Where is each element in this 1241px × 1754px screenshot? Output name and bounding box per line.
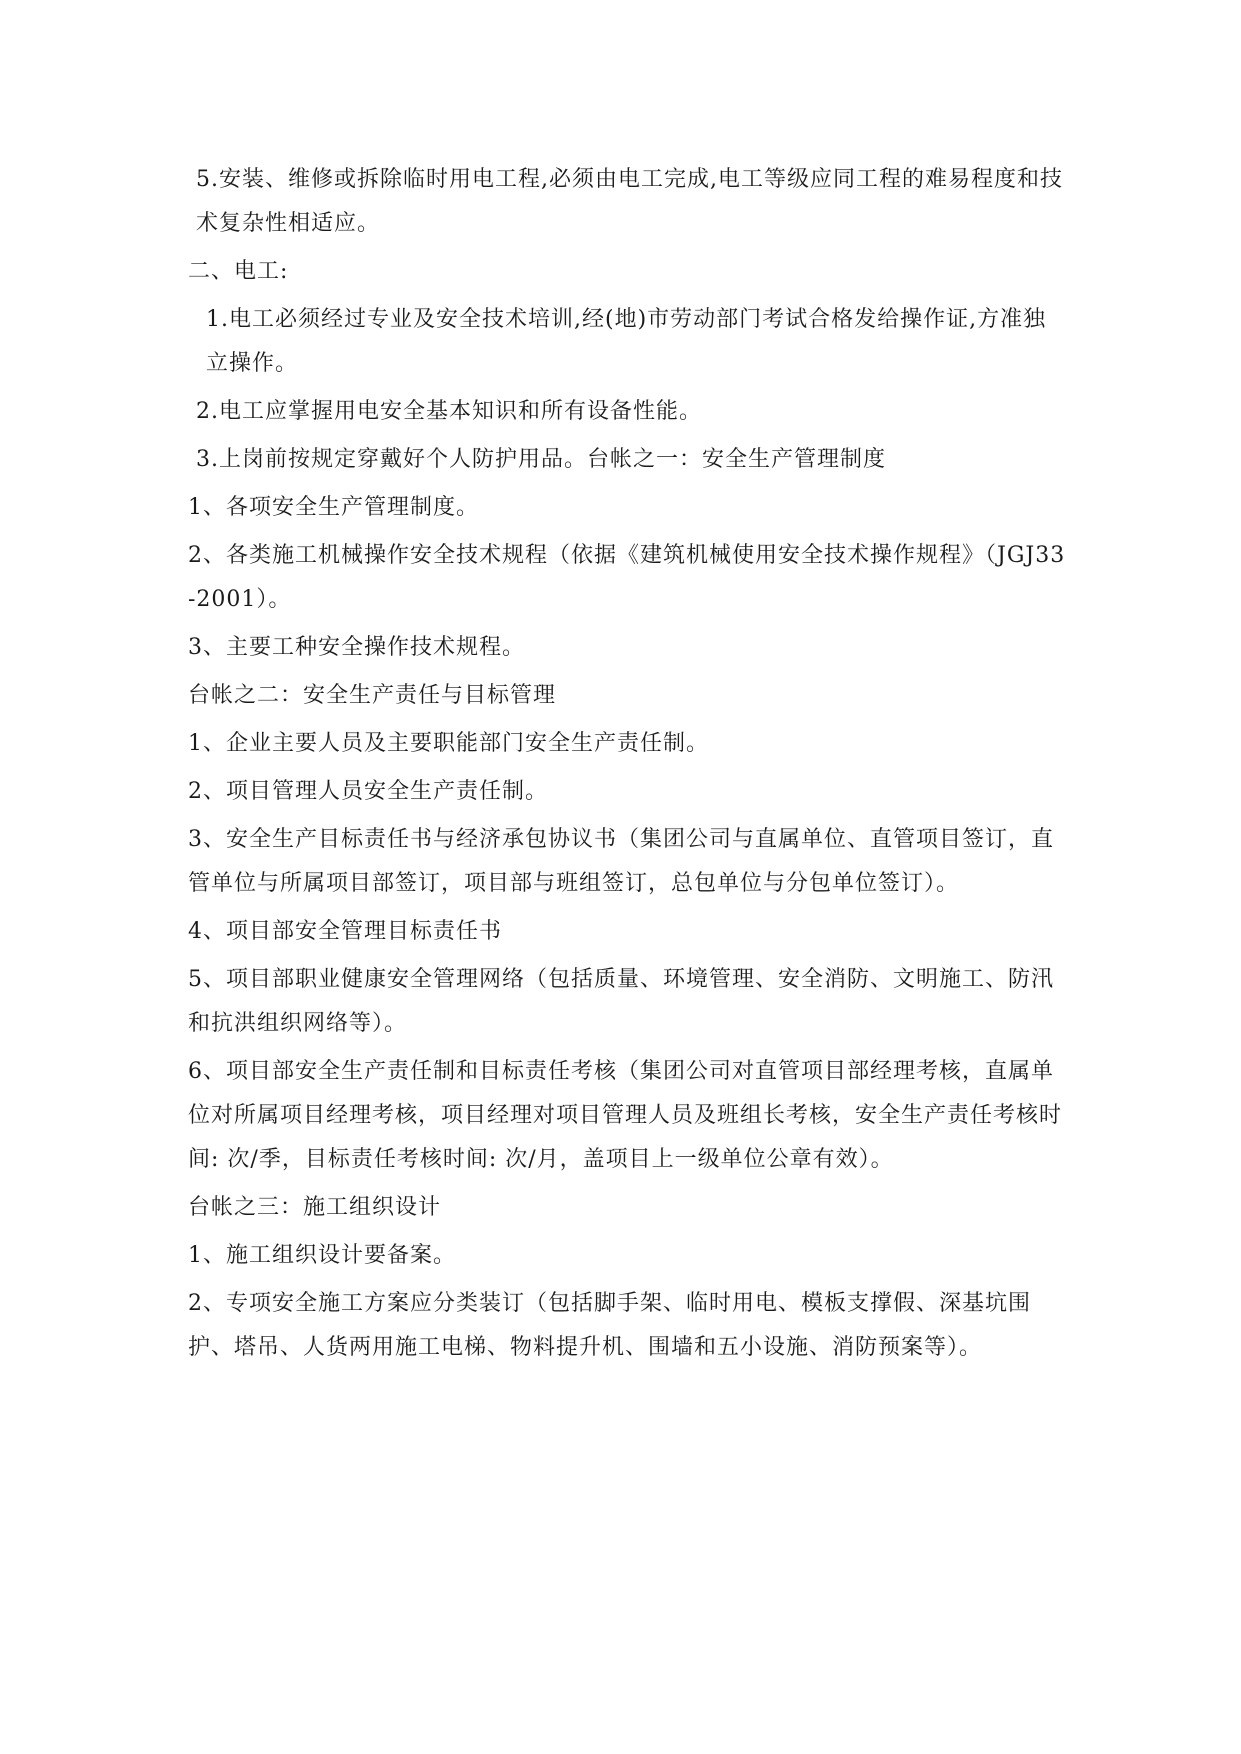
section-heading-ledger-3: 台帐之三：施工组织设计 bbox=[188, 1195, 442, 1220]
paragraph-ledger2-item-4: 4、项目部安全管理目标责任书 bbox=[188, 919, 502, 944]
paragraph-ledger2-item-6: 6、项目部安全生产责任制和目标责任考核（集团公司对直管项目部经理考核，直属单位对所属项目经理考核，项目经理对项目管理人员及班组长考核，安全生产责任考核时间: 次/季，目标责任考核时间: 次/月，盖项目上一级单位公章有效）。 bbox=[188, 1059, 1063, 1172]
paragraph-electrician-item-2: 2.电工应掌握用电安全基本知识和所有设备性能。 bbox=[196, 399, 702, 424]
section-heading-ledger-2: 台帐之二：安全生产责任与目标管理 bbox=[188, 683, 557, 708]
paragraph-ledger2-item-3: 3、安全生产目标责任书与经济承包协议书（集团公司与直属单位、直管项目签订，直管单位与所属项目部签订，项目部与班组签订，总包单位与分包单位签订）。 bbox=[188, 827, 1054, 896]
paragraph-electrical-work-item-5: 5.安装、维修或拆除临时用电工程,必须由电工完成,电工等级应同工程的难易程度和技术复杂性相适应。 bbox=[196, 167, 1063, 236]
paragraph-electrician-item-1: 1.电工必须经过专业及安全技术培训,经(地)市劳动部门考试合格发给操作证,方准独立操作。 bbox=[206, 307, 1047, 376]
paragraph-electrician-item-3: 3.上岗前按规定穿戴好个人防护用品。台帐之一：安全生产管理制度 bbox=[196, 447, 886, 472]
document-body bbox=[188, 158, 1068, 1374]
paragraph-ledger3-item-1: 1、施工组织设计要备案。 bbox=[188, 1243, 456, 1268]
paragraph-ledger2-item-1: 1、企业主要人员及主要职能部门安全生产责任制。 bbox=[188, 731, 709, 756]
paragraph-ledger2-item-2: 2、项目管理人员安全生产责任制。 bbox=[188, 779, 548, 804]
section-heading-electrician: 二、电工: bbox=[188, 259, 289, 284]
paragraph-ledger1-item-2: 2、各类施工机械操作安全技术规程（依据《建筑机械使用安全技术操作规程》（JGJ33-2001）。 bbox=[188, 543, 1066, 612]
paragraph-ledger1-item-3: 3、主要工种安全操作技术规程。 bbox=[188, 635, 525, 660]
paragraph-ledger3-item-2: 2、专项安全施工方案应分类装订（包括脚手架、临时用电、模板支撑假、深基坑围护、塔吊、人货两用施工电梯、物料提升机、围墙和五小设施、消防预案等）。 bbox=[188, 1291, 1031, 1360]
paragraph-ledger1-item-1: 1、各项安全生产管理制度。 bbox=[188, 495, 479, 520]
paragraph-ledger2-item-5: 5、项目部职业健康安全管理网络（包括质量、环境管理、安全消防、文明施工、防汛和抗洪组织网络等）。 bbox=[188, 967, 1054, 1036]
